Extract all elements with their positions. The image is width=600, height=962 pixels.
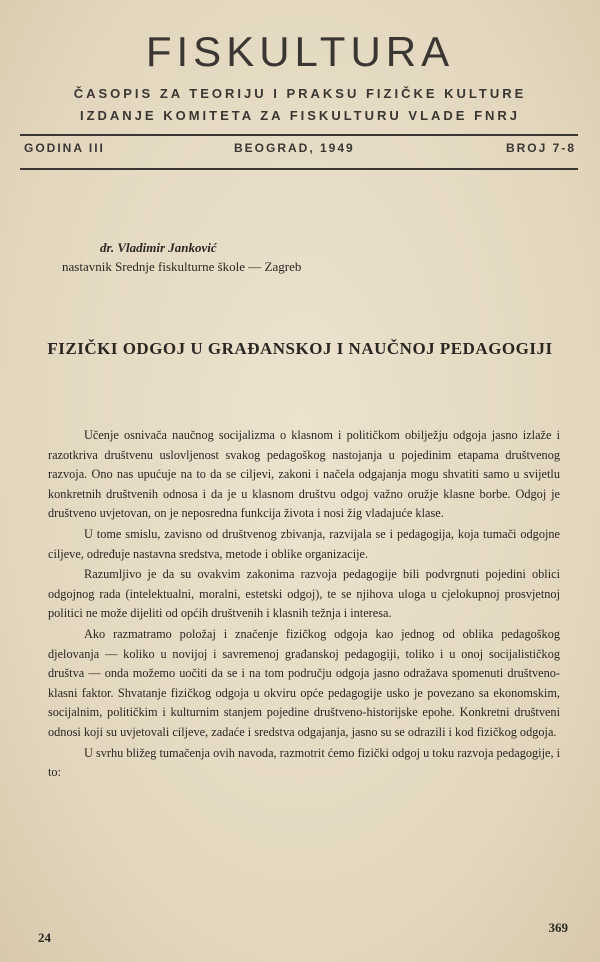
- issue-number: BROJ 7-8: [505, 141, 576, 155]
- place-date: BEOGRAD, 1949: [234, 141, 355, 155]
- volume-page-number: 369: [548, 920, 568, 935]
- issue-page-number: 24: [38, 930, 51, 945]
- bottom-divider: [20, 168, 578, 170]
- article-body: [48, 426, 560, 783]
- article-author: dr. Vladimir Janković: [100, 240, 217, 255]
- top-divider: [20, 134, 578, 136]
- journal-publisher: IZDANJE KOMITETA ZA FISKULTURU VLADE FNRJ: [79, 108, 521, 123]
- volume-year: GODINA III: [24, 141, 105, 155]
- journal-subtitle: ČASOPIS ZA TEORIJU I PRAKSU FIZIČKE KULTURE: [73, 86, 527, 101]
- paragraph: Ako razmatramo položaj i značenje fizičkog odgoja kao jednog od oblika pedagoškog djelovanja — koliko u novijoj i savremenoj građanskoj pedagogiji, toliko i u onoj socijalističkog društva — onda možemo uočiti da se i na tom području odgoja jasno odražava spomenuti društveno-klasni faktor. Shvatanje fizičkog odgoja u okviru opće pedagogije usko je povezano sa ekonomskim, socijalnim, političkim i kulturnim stanjem pojedine društveno-historijske epohe. Konkretni društveni odnosi koji su uvjetovali ciljeve, zadaće i sredstva odgajanja, jasno su se odrazili i kod fizičkog odgoja.: [48, 626, 560, 739]
- paragraph: U tome smislu, zavisno od društvenog zbivanja, razvijala se i pedagogija, koja tumači odgojne ciljeve, određuje nastavna sredstva, metode i oblike organizacije.: [48, 526, 560, 561]
- paragraph: U svrhu bližeg tumačenja ovih navoda, razmotrit ćemo fizički odgoj u toku razvoja pedagogije, i to:: [48, 745, 561, 780]
- paragraph: Učenje osnivača naučnog socijalizma o klasnom i političkom obilježju odgoja jasno izlaže i razotkriva društvenu uslovljenost svakog pedagoškog nastojanja u pojedinim etapama društvenog razvoja. Ono nas upućuje na to da se ciljevi, zakoni i načela odgajanja mogu shvatiti samo u svijetlu konkretnih društvenih odnosa i da je u klasnom društvu odgoj važno oružje klasne borbe. Odgoj je društveno uvjetovan, on je neposredna funkcija života i nosi žig vladajuće klase.: [48, 428, 560, 521]
- journal-title: FISKULTURA: [145, 28, 455, 75]
- paragraph: Razumljivo je da su ovakvim zakonima razvoja pedagogije bili podvrgnuti pojedini oblici odgojnog rada (intelektualni, moralni, estetski odgoj), te se njihova uloga u cjelokupnoj prosvjetnoj politici ne može dijeliti od općih društvenih i klasnih težnja i interesa.: [48, 567, 560, 621]
- author-affiliation: nastavnik Srednje fiskulturne škole — Zagreb: [62, 259, 302, 274]
- article-title: FIZIČKI ODGOJ U GRAĐANSKOJ I NAUČNOJ PEDAGOGIJI: [47, 339, 553, 358]
